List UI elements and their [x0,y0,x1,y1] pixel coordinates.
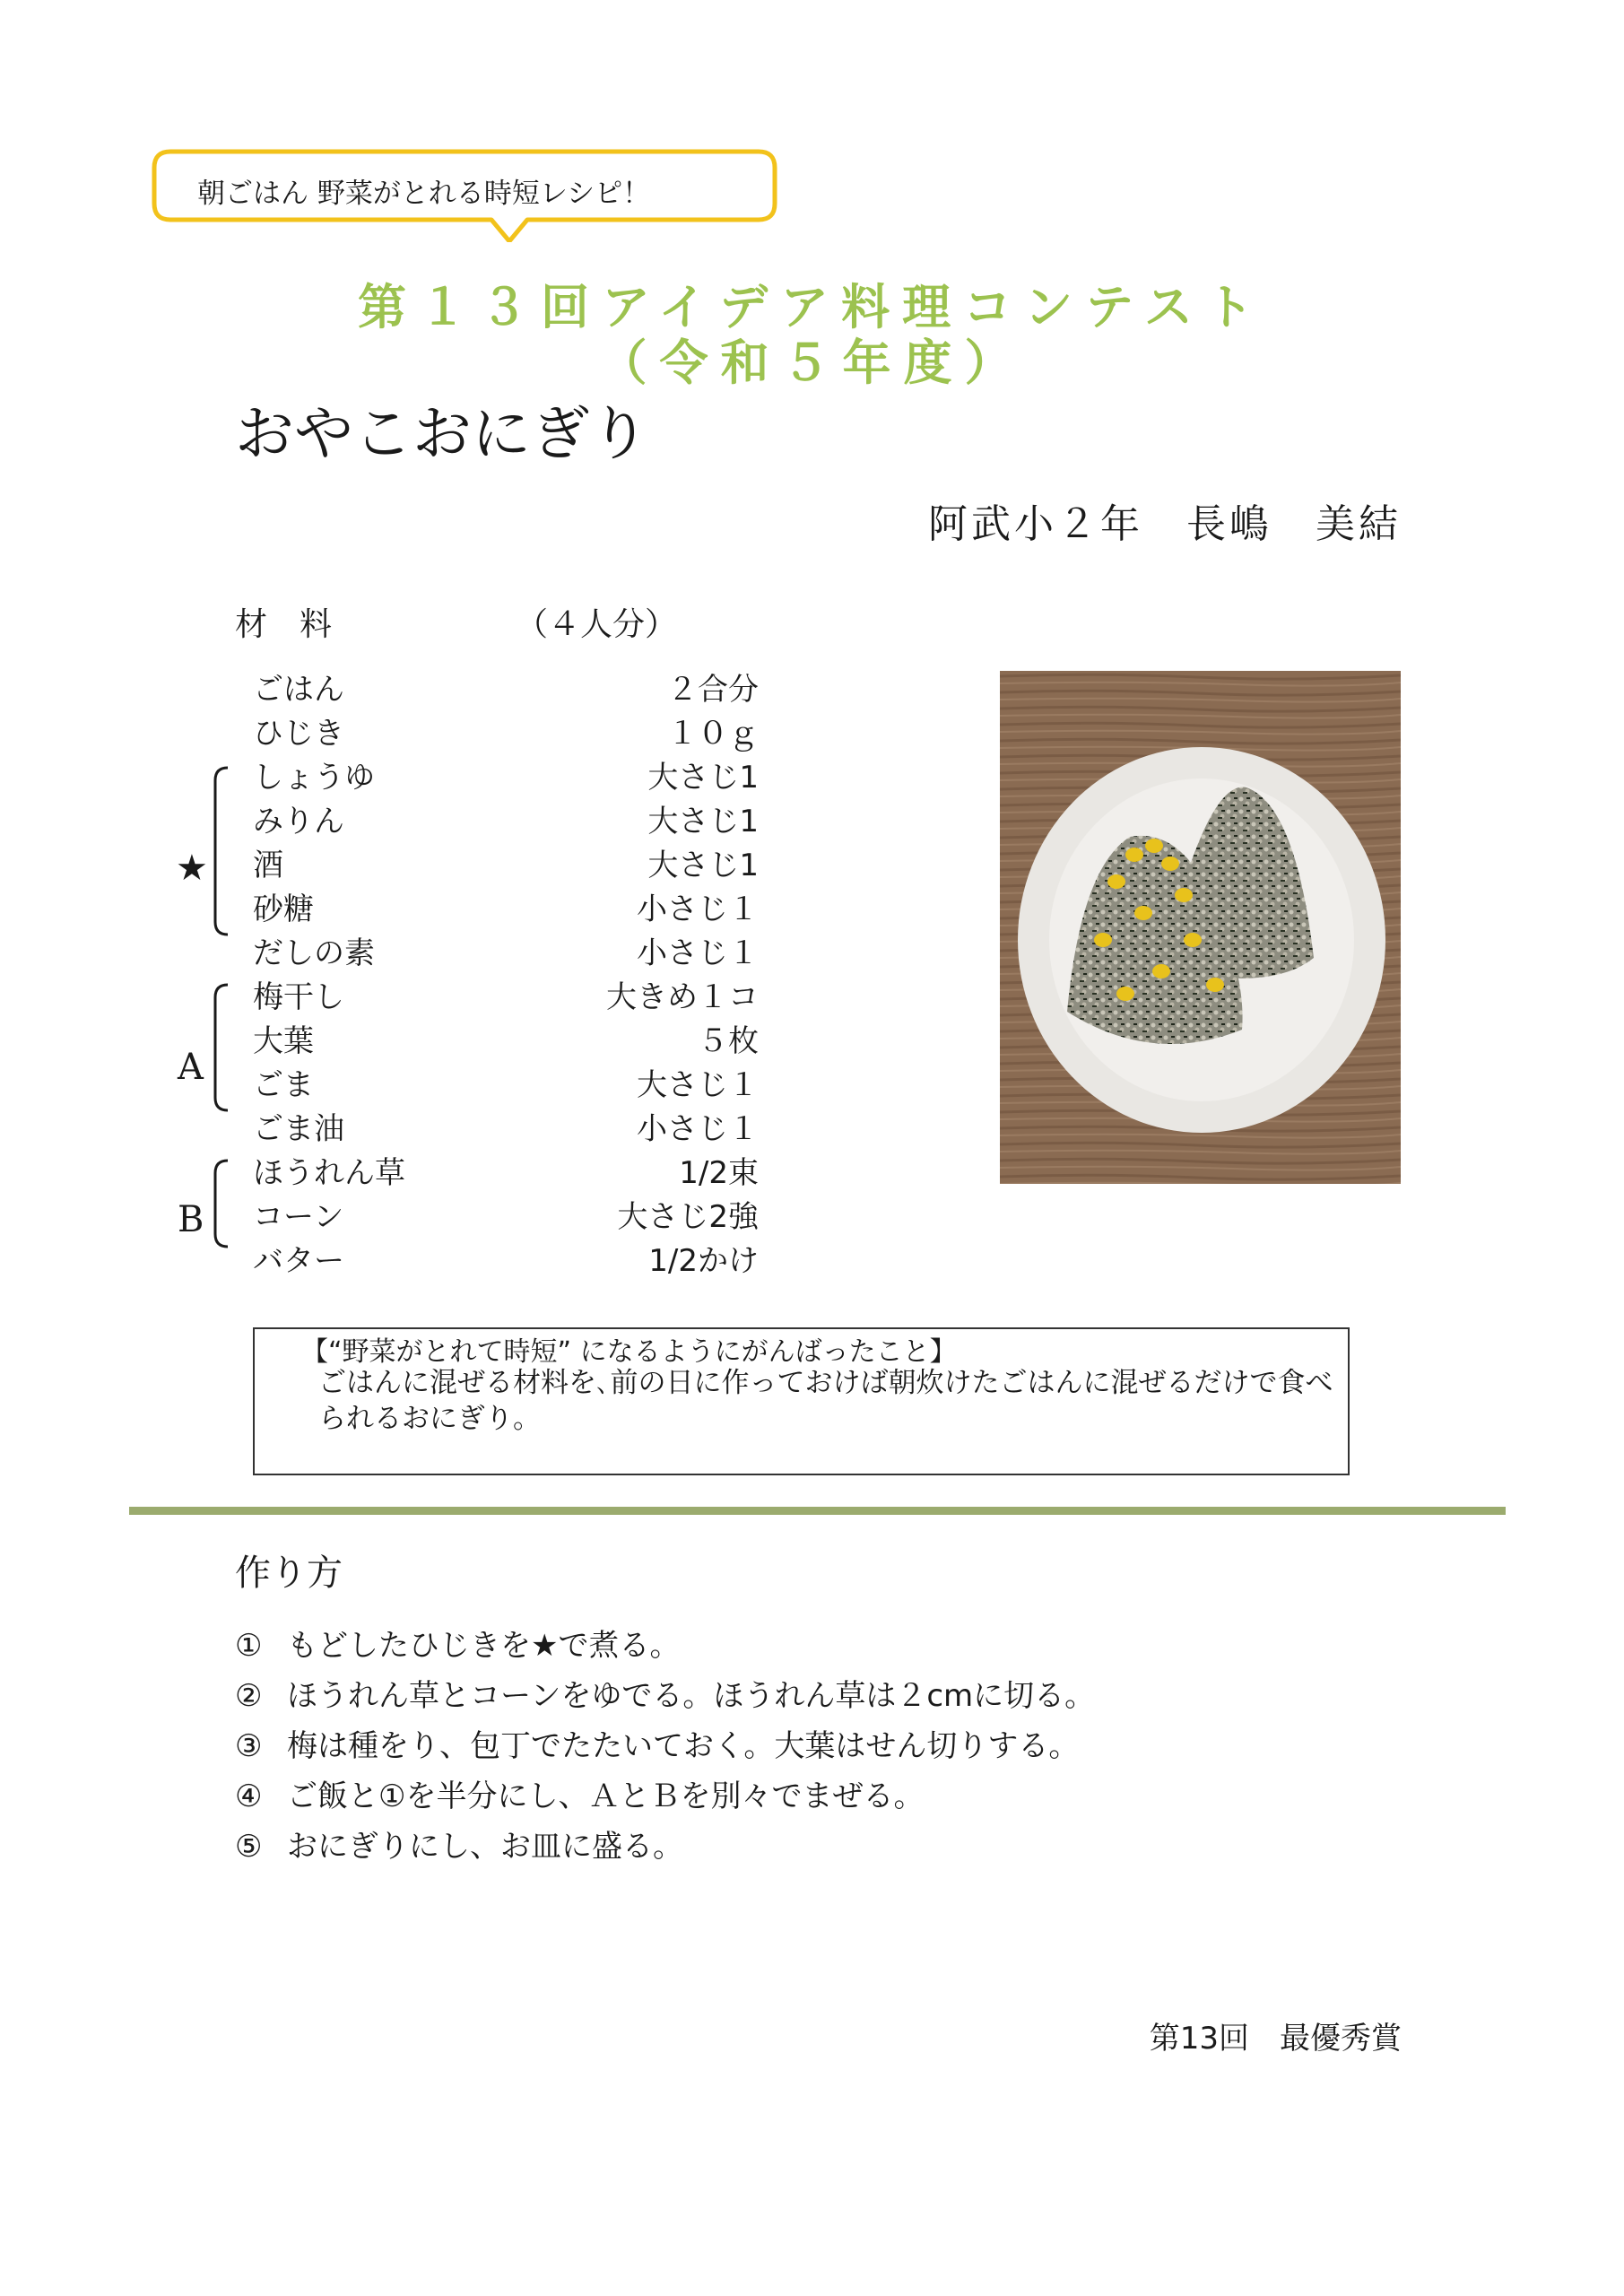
ingredient-amount: 小さじ１ [637,891,759,927]
contest-title: 第１３回アイデア料理コンテスト [358,279,1266,335]
ingredient-amount: 大さじ1 [647,848,759,883]
ingredient-amount: 大さじ1 [647,760,759,796]
group-braces [206,764,233,1266]
ingredient-name: ほうれん草 [253,1155,405,1191]
step-text: ご飯と①を半分にし、ＡとＢを別々でまぜる。 [287,1779,925,1814]
method-step [235,1822,683,1866]
note-body: ごはんに混ぜる材料を､前の日に作っておけば朝炊けたごはんに混ぜるだけで食べられるおにぎり。 [318,1367,1333,1435]
step-number: ④ [235,1779,263,1814]
step-number: ① [235,1628,263,1664]
ingredient-amount: 1/2束 [679,1155,759,1191]
recipe-title: おやこおにぎり [235,399,649,468]
ingredient-name: ごま [253,1067,314,1103]
ingredient-name: ひじき [253,716,344,752]
servings: （４人分） [516,606,678,643]
ingredient-name: みりん [253,804,344,839]
ingredient-name: しょうゆ [253,760,375,796]
ingredient-amount: ２合分 [667,672,759,708]
step-number: ⑤ [235,1829,263,1865]
group-a-marker: A [178,1047,204,1088]
step-text: ほうれん草とコーンをゆでる。ほうれん草は２cmに切る。 [287,1678,1096,1714]
ingredient-amount: １０ｇ [667,716,759,752]
step-number: ② [235,1678,263,1714]
group-star-marker: ★ [176,848,208,889]
method-step [235,1621,680,1665]
ingredients-heading: 材 料 [235,606,333,643]
ingredient-name: 砂糖 [253,891,314,927]
method-step [235,1671,1095,1715]
step-number: ③ [235,1728,263,1764]
ingredient-name: バター [253,1243,344,1279]
onigiri-photo [1000,671,1401,1184]
step-text: おにぎりにし、お皿に盛る。 [287,1829,683,1865]
ingredient-name: 酒 [253,848,283,883]
ingredient-amount: 大さじ2強 [617,1199,759,1235]
author: 阿武小２年 長嶋 美結 [928,501,1402,547]
group-b-marker: B [178,1199,204,1240]
note-title: 【“野菜がとれて時短” になるようにがんばったこと】 [301,1336,957,1368]
method-heading: 作り方 [235,1552,343,1594]
ingredient-name: だしの素 [253,935,375,971]
section-divider [129,1507,1506,1515]
ingredient-amount: 大さじ１ [637,1067,759,1103]
method-step [235,1721,1079,1765]
ingredient-amount: 大きめ１コ [606,979,759,1015]
step-text: 梅は種をり、包丁でたたいておく。大葉はせん切りする。 [287,1728,1080,1764]
ingredient-name: 大葉 [253,1023,314,1059]
ingredient-name: 梅干し [253,979,344,1015]
ingredient-name: ごはん [253,672,344,708]
ingredient-amount: ５枚 [698,1023,759,1059]
bubble-text: 朝ごはん 野菜がとれる時短レシピ！ [197,178,651,210]
award-label: 第13回 最優秀賞 [1149,2021,1402,2057]
ingredient-name: ごま油 [253,1111,344,1147]
contest-year: （令和５年度） [598,335,1026,391]
ingredient-name: コーン [253,1199,344,1235]
ingredient-amount: 大さじ1 [647,804,759,839]
method-step [235,1771,924,1815]
step-text: もどしたひじきを★で煮る。 [287,1628,681,1664]
ingredient-amount: 小さじ１ [637,1111,759,1147]
ingredient-amount: 1/2かけ [648,1243,759,1279]
ingredient-amount: 小さじ１ [637,935,759,971]
